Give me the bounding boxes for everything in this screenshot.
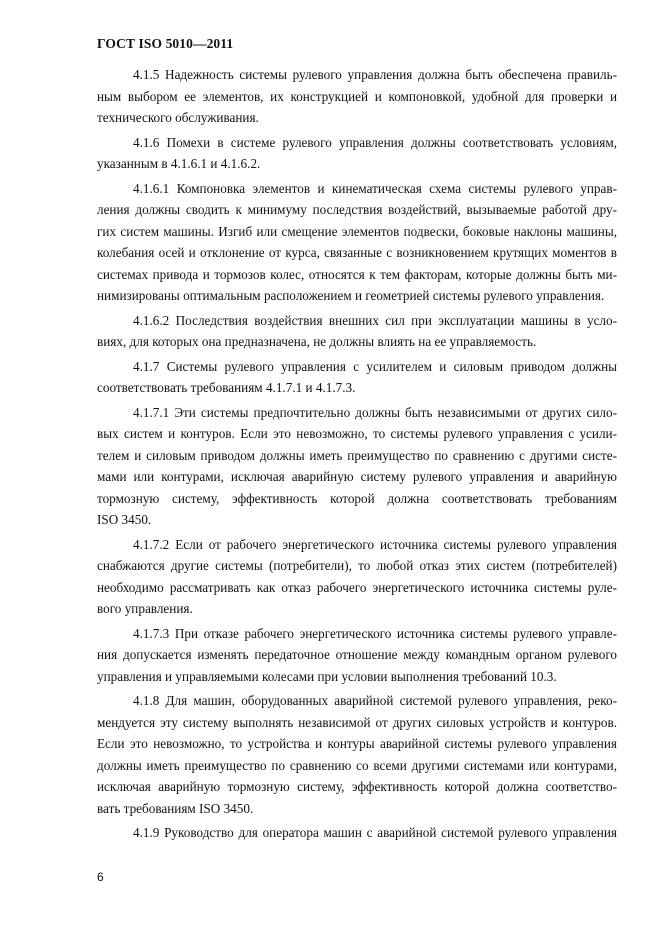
text-line: вого управления. [97,601,193,616]
paragraph-4-1-6 [97,132,617,175]
text-line: 4.1.7.3 При отказе рабочего энергетического источника системы рулевого управле- [133,625,617,641]
text-line: 4.1.6.2 Последствия воздействия внешних сил при эксплуатации машины в усло- [133,312,617,328]
text-line: 4.1.7.2 Если от рабочего энергетического источника системы рулевого управления [133,536,617,552]
text-line: 4.1.9 Руководство для оператора машин с аварийной системой рулевого управления [133,825,617,840]
text-line: системах привода и тормозов колес, относятся к тем факторам, которые должны быть ми- [97,266,617,282]
text-line: 4.1.6 Помехи в системе рулевого управления должны соответствовать условиям, [133,134,617,150]
text-line: мами или контурами, исключая аварийную систему рулевого управления и аварийную [97,469,617,484]
text-line: виях, для которых она предназначена, не должны влиять на ее управляемость. [97,334,537,349]
text-line: ления должны сводить к минимуму последствия воздействий, вызываемые работой дру- [97,202,617,217]
paragraph-4-1-9 [97,822,617,844]
text-line: снабжаются другие системы (потребители), то любой отказ этих систем (потребителей) [97,558,617,573]
text-line: 4.1.7 Системы рулевого управления с усилителем и силовым приводом должны [133,358,617,374]
document-body [97,64,617,847]
text-line: 4.1.6.1 Компоновка элементов и кинематическая схема системы рулевого управ- [133,180,617,196]
text-line: вать требованиям ISO 3450. [97,800,254,816]
paragraph-4-1-7-3 [97,623,617,688]
paragraph-4-1-6-2 [97,310,617,353]
text-line: колебания осей и отклонение от курса, связанные с возникновением крутящих моментов в [97,245,617,260]
text-line: ным выбором ее элементов, их конструкцией и компоновкой, удобной для проверки и [97,88,617,104]
text-line: 4.1.8 Для машин, оборудованных аварийной системой рулевого управления, реко- [133,693,617,708]
text-line: тормозную систему, эффективность которой должна соответствовать требованиям [97,490,617,506]
text-line: соответствовать требованиям 4.1.7.1 и 4.1.7.3. [97,380,356,395]
document-header: ГОСТ ISO 5010—2011 [97,36,234,51]
paragraph-4-1-7-1 [97,402,617,531]
text-line: исключая аварийную тормозную систему, эффективность которой должна соответство- [97,779,617,794]
text-line: вых систем и контуров. Если это невозможно, то системы рулевого управления с усили- [97,426,617,441]
paragraph-4-1-7 [97,356,617,399]
text-line: мендуется эту систему выполнять независимой от других силовых устройств и контуров. [97,714,617,730]
text-line: нимизированы оптимальным расположением и геометрией системы рулевого управления. [97,288,605,303]
text-line: 4.1.7.1 Эти системы предпочтительно должны быть независимыми от других сило- [133,404,617,420]
text-line: ISO 3450. [97,512,152,527]
text-line: ния допускается изменять передаточное отношение между командным органом рулевого [97,647,617,662]
text-line: Если это невозможно, то устройства и контуры аварийной системы рулевого управления [97,736,617,751]
paragraph-4-1-6-1 [97,178,617,307]
paragraph-4-1-7-2 [97,534,617,620]
text-line: гих систем машины. Изгиб или смещение элементов подвески, боковые наклоны машины, [97,223,617,239]
text-line: телем и силовым приводом должны иметь преимущество по сравнению с другими систе- [97,447,617,463]
text-line: управления и управляемыми колесами при условии выполнения требований 10.3. [97,668,557,684]
text-line: необходимо рассматривать как отказ рабочего энергетического источника системы руле- [97,579,617,595]
text-line: указанным в 4.1.6.1 и 4.1.6.2. [97,156,261,171]
page-number: 6 [97,870,104,884]
text-line: технического обслуживания. [97,110,259,125]
paragraph-4-1-8 [97,690,617,819]
paragraph-4-1-5 [97,64,617,129]
text-line: должны иметь преимущество по сравнению со всеми другими системами или контурами, [97,757,617,773]
text-line: 4.1.5 Надежность системы рулевого управления должна быть обеспечена правиль- [133,67,617,82]
